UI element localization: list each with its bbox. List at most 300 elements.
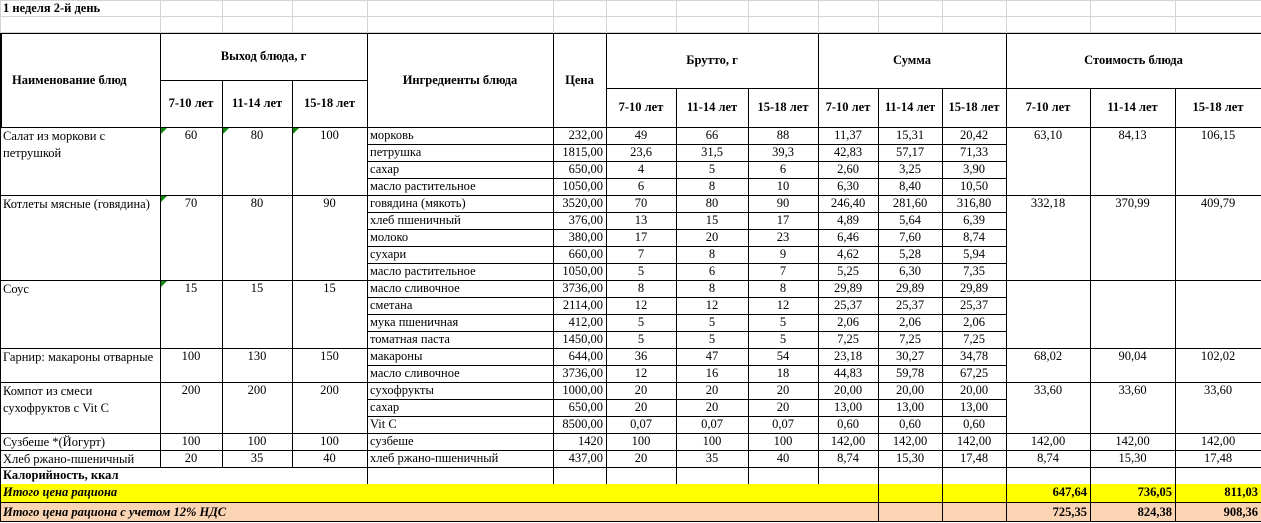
brutto-cell[interactable]: 15 — [705, 213, 719, 227]
sum-cell[interactable]: 6,39 — [963, 213, 985, 227]
brutto-cell[interactable]: 12 — [634, 366, 648, 380]
portion-cell[interactable]: 100 — [181, 434, 201, 448]
cost-cell[interactable]: 90,04 — [1118, 349, 1147, 363]
ingredient-price-cell[interactable]: 437,00 — [568, 451, 603, 465]
brutto-cell[interactable]: 90 — [776, 196, 790, 210]
sum-cell[interactable]: 71,33 — [959, 145, 989, 159]
sum-cell[interactable]: 13,00 — [833, 400, 863, 414]
cell-border — [553, 467, 554, 484]
cell-border — [292, 127, 293, 467]
brutto-cell[interactable]: 5 — [708, 162, 716, 176]
ingredient-price-cell[interactable]: 650,00 — [568, 162, 603, 176]
cost-cell[interactable]: 15,30 — [1118, 451, 1147, 465]
brutto-cell[interactable]: 88 — [776, 128, 790, 142]
portion-cell[interactable]: 150 — [320, 349, 339, 363]
sum-cell[interactable]: 142,00 — [956, 434, 992, 448]
sum-cell[interactable]: 7,35 — [963, 264, 985, 278]
brutto-cell[interactable]: 23 — [776, 230, 790, 244]
cell-border — [367, 127, 368, 467]
portion-cell[interactable]: 100 — [181, 349, 201, 363]
sum-cell[interactable]: 2,06 — [963, 315, 985, 329]
sum-cell[interactable]: 5,28 — [899, 247, 921, 261]
cell-border — [942, 88, 943, 127]
dish-name-cell[interactable]: Салат из моркови с петрушкой — [3, 129, 106, 160]
sum-cell[interactable]: 29,89 — [833, 281, 863, 295]
ingredient-price-cell[interactable]: 650,00 — [568, 400, 603, 414]
ingredient-price-cell[interactable]: 412,00 — [568, 315, 603, 329]
brutto-cell[interactable]: 23,6 — [630, 145, 652, 159]
cell-border — [878, 467, 879, 484]
cost-cell[interactable]: 370,99 — [1115, 196, 1150, 210]
sum-cell[interactable]: 2,06 — [899, 315, 921, 329]
cost-cell[interactable] — [1175, 280, 1261, 297]
sum-cell[interactable]: 17,48 — [959, 451, 989, 465]
sum-cell[interactable]: 4,89 — [837, 213, 859, 227]
total-ration-value[interactable]: 647,64 — [1052, 485, 1087, 499]
brutto-cell[interactable]: 39,3 — [772, 145, 794, 159]
portion-cell[interactable]: 15 — [250, 281, 264, 295]
cell-border — [1, 33, 2, 127]
comment-marker-icon — [161, 196, 167, 202]
dish-name-cell[interactable]: Сузбеше *(Йогурт) — [3, 435, 106, 449]
brutto-cell[interactable]: 5 — [637, 332, 645, 346]
portion-cell[interactable]: 15 — [184, 281, 198, 295]
sum-cell[interactable]: 10,50 — [959, 179, 989, 193]
brutto-cell[interactable]: 17 — [634, 230, 648, 244]
sum-cell[interactable]: 15,31 — [895, 128, 925, 142]
cell-border — [160, 33, 161, 127]
portion-cell[interactable]: 60 — [184, 128, 198, 142]
cell-border — [878, 88, 879, 127]
ingredient-price-cell[interactable]: 1420 — [578, 434, 603, 448]
header-price[interactable]: Цена — [565, 72, 594, 87]
sum-cell[interactable]: 15,30 — [895, 451, 925, 465]
cost-cell[interactable]: 102,02 — [1200, 349, 1236, 363]
cell-border — [367, 246, 1006, 247]
portion-cell[interactable]: 20 — [184, 451, 198, 465]
cost-cell[interactable]: 106,15 — [1200, 128, 1236, 142]
cell-border — [1175, 0, 1176, 33]
dish-name-cell[interactable]: Гарнир: макароны отварные — [3, 350, 154, 364]
sum-cell[interactable]: 7,60 — [899, 230, 921, 244]
cost-cell[interactable] — [1006, 280, 1090, 297]
brutto-cell[interactable]: 20 — [634, 400, 648, 414]
cell-border — [0, 502, 1261, 503]
brutto-cell[interactable]: 20 — [776, 400, 790, 414]
ingredient-price-cell[interactable]: 644,00 — [568, 349, 603, 363]
ingredient-price-cell[interactable]: 3736,00 — [562, 366, 603, 380]
cost-cell[interactable]: 409,79 — [1200, 196, 1236, 210]
brutto-cell[interactable]: 66 — [705, 128, 719, 142]
cell-border — [1175, 467, 1176, 484]
cost-cell[interactable]: 84,13 — [1118, 128, 1147, 142]
cell-border — [676, 127, 677, 467]
header-sum-age[interactable]: 11-14 лет — [884, 100, 936, 114]
cell-border — [748, 467, 749, 484]
sum-cell[interactable]: 281,60 — [892, 196, 928, 210]
brutto-cell[interactable]: 49 — [634, 128, 648, 142]
cell-border — [1175, 484, 1176, 522]
brutto-cell[interactable]: 4 — [637, 162, 645, 176]
sum-cell[interactable]: 7,25 — [963, 332, 985, 346]
cost-cell[interactable]: 8,74 — [1037, 451, 1059, 465]
header-portion-age[interactable]: 15-18 лет — [304, 96, 355, 110]
ingredient-price-cell[interactable]: 376,00 — [568, 213, 603, 227]
brutto-cell[interactable]: 8 — [708, 281, 716, 295]
ingredient-name-cell[interactable]: мука пшеничная — [370, 315, 459, 329]
ingredient-name-cell[interactable]: Vit C — [370, 417, 397, 431]
sum-cell[interactable]: 34,78 — [959, 349, 989, 363]
calories-label[interactable]: Калорийность, ккал — [3, 468, 119, 482]
cell-border — [878, 0, 879, 33]
sum-cell[interactable]: 8,40 — [899, 179, 921, 193]
sum-cell[interactable]: 6,30 — [899, 264, 921, 278]
sum-cell[interactable]: 25,37 — [833, 298, 863, 312]
cell-border — [160, 80, 367, 81]
ingredient-price-cell[interactable]: 660,00 — [568, 247, 603, 261]
brutto-cell[interactable]: 12 — [634, 298, 648, 312]
ingredient-name-cell[interactable]: сахар — [370, 162, 400, 176]
brutto-cell[interactable]: 20 — [776, 383, 790, 397]
cell-border — [367, 161, 1006, 162]
portion-cell[interactable]: 90 — [323, 196, 336, 210]
ingredient-price-cell[interactable]: 1450,00 — [562, 332, 603, 346]
brutto-cell[interactable]: 36 — [634, 349, 648, 363]
sum-cell[interactable]: 29,89 — [959, 281, 989, 295]
cell-border — [748, 127, 749, 467]
sum-cell[interactable]: 11,37 — [834, 128, 862, 142]
dish-name-cell[interactable]: Компот из смеси сухофруктов с Vit C — [3, 384, 109, 415]
ingredient-price-cell[interactable]: 1000,00 — [562, 383, 603, 397]
brutto-cell[interactable]: 5 — [779, 332, 787, 346]
brutto-cell[interactable]: 12 — [705, 298, 719, 312]
cell-border — [367, 229, 1006, 230]
portion-cell[interactable]: 130 — [247, 349, 267, 363]
cost-cell[interactable]: 63,10 — [1033, 128, 1063, 142]
sum-cell[interactable]: 5,94 — [963, 247, 985, 261]
cell-border — [676, 0, 677, 33]
header-brutto-age[interactable]: 7-10 лет — [618, 100, 664, 114]
header-cost-age[interactable]: 15-18 лет — [1192, 100, 1244, 114]
sum-cell[interactable]: 8,74 — [963, 230, 985, 244]
header-cost[interactable]: Стоимость блюда — [1084, 53, 1183, 67]
cell-border — [606, 467, 607, 484]
brutto-cell[interactable]: 100 — [773, 434, 793, 448]
ingredient-name-cell[interactable]: хлеб ржано-пшеничный — [370, 451, 499, 465]
sum-cell[interactable]: 7,25 — [899, 332, 921, 346]
total-vat-value[interactable]: 725,35 — [1052, 505, 1087, 519]
header-dish-name[interactable]: Наименование блюд — [12, 72, 127, 87]
brutto-cell[interactable]: 100 — [702, 434, 722, 448]
ingredient-price-cell[interactable]: 3520,00 — [562, 196, 603, 210]
sum-cell[interactable]: 246,40 — [830, 196, 866, 210]
header-portion-age[interactable]: 7-10 лет — [168, 96, 214, 110]
cell-border — [676, 88, 677, 127]
portion-cell[interactable]: 70 — [184, 196, 198, 210]
sum-cell[interactable]: 7,25 — [837, 332, 859, 346]
brutto-cell[interactable]: 31,5 — [701, 145, 723, 159]
ingredient-name-cell[interactable]: масло сливочное — [370, 366, 460, 380]
sum-cell[interactable]: 13,00 — [895, 400, 925, 414]
ingredient-name-cell[interactable]: масло сливочное — [370, 281, 460, 295]
header-cost-age[interactable]: 7-10 лет — [1025, 100, 1071, 114]
ingredient-price-cell[interactable]: 1050,00 — [562, 179, 603, 193]
ingredient-name-cell[interactable]: морковь — [370, 128, 414, 142]
brutto-cell[interactable]: 7 — [637, 247, 645, 261]
ingredient-price-cell[interactable]: 8500,00 — [562, 417, 603, 431]
portion-cell[interactable]: 200 — [320, 383, 339, 397]
brutto-cell[interactable]: 54 — [776, 349, 790, 363]
sum-cell[interactable]: 142,00 — [830, 434, 866, 448]
total-vat-value[interactable]: 824,38 — [1137, 505, 1172, 519]
brutto-cell[interactable]: 35 — [705, 451, 719, 465]
sum-cell[interactable]: 8,74 — [837, 451, 859, 465]
portion-cell[interactable]: 100 — [247, 434, 267, 448]
brutto-cell[interactable]: 18 — [776, 366, 790, 380]
sum-cell[interactable]: 30,27 — [895, 349, 925, 363]
sum-cell[interactable]: 6,46 — [837, 230, 859, 244]
comment-marker-icon — [161, 128, 167, 134]
brutto-cell[interactable]: 5 — [708, 332, 716, 346]
cell-border — [1090, 127, 1091, 467]
header-ingredients[interactable]: Ингредиенты блюда — [402, 72, 518, 87]
ingredient-name-cell[interactable]: масло растительное — [370, 264, 476, 278]
sum-cell[interactable]: 3,25 — [899, 162, 921, 176]
sum-cell[interactable]: 25,37 — [895, 298, 925, 312]
ingredient-name-cell[interactable]: сухари — [370, 247, 407, 261]
sum-cell[interactable]: 6,30 — [837, 179, 859, 193]
total-ration-value[interactable]: 736,05 — [1137, 485, 1172, 499]
cell-border — [676, 467, 677, 484]
cell-border — [606, 33, 607, 127]
header-portion[interactable]: Выход блюда, г — [220, 49, 307, 63]
brutto-cell[interactable]: 5 — [708, 315, 716, 329]
cost-cell[interactable]: 17,48 — [1203, 451, 1233, 465]
cost-cell[interactable]: 142,00 — [1115, 434, 1150, 448]
brutto-cell[interactable]: 9 — [779, 247, 787, 261]
brutto-cell[interactable]: 8 — [708, 179, 716, 193]
ingredient-name-cell[interactable]: макароны — [370, 349, 423, 363]
brutto-cell[interactable]: 16 — [705, 366, 719, 380]
total-ration-label[interactable]: Итого цена рациона — [3, 485, 118, 499]
ingredient-price-cell[interactable]: 380,00 — [568, 230, 603, 244]
ingredient-price-cell[interactable]: 1815,00 — [562, 145, 603, 159]
portion-cell[interactable]: 40 — [323, 451, 336, 465]
header-brutto[interactable]: Брутто, г — [686, 53, 738, 67]
cell-border — [748, 88, 749, 127]
brutto-cell[interactable]: 20 — [634, 383, 648, 397]
sum-cell[interactable]: 44,83 — [833, 366, 863, 380]
portion-cell[interactable]: 200 — [181, 383, 201, 397]
ingredient-name-cell[interactable]: хлеб пшеничный — [370, 213, 461, 227]
cell-border — [1090, 88, 1091, 127]
dish-name-cell[interactable]: Соус — [3, 282, 29, 296]
cell-border — [1006, 484, 1007, 522]
sum-cell[interactable]: 2,60 — [837, 162, 859, 176]
cost-cell[interactable]: 33,60 — [1033, 383, 1063, 397]
sum-cell[interactable]: 25,37 — [959, 298, 989, 312]
brutto-cell[interactable]: 40 — [776, 451, 790, 465]
brutto-cell[interactable]: 10 — [776, 179, 790, 193]
cell-border — [222, 80, 223, 127]
cell-border — [367, 399, 1006, 400]
cell-border — [942, 467, 943, 484]
sum-cell[interactable]: 5,64 — [899, 213, 921, 227]
ingredient-name-cell[interactable]: сахар — [370, 400, 400, 414]
cell-border — [1090, 467, 1091, 484]
cell-border — [818, 0, 819, 33]
cell-border — [878, 484, 879, 522]
ingredient-name-cell[interactable]: молоко — [370, 230, 409, 244]
brutto-cell[interactable]: 20 — [705, 230, 719, 244]
brutto-cell[interactable]: 6 — [637, 179, 645, 193]
cell-border — [942, 0, 943, 33]
brutto-cell[interactable]: 8 — [637, 281, 645, 295]
cell-border — [367, 365, 1006, 366]
brutto-cell[interactable]: 6 — [779, 162, 787, 176]
total-ration-value[interactable]: 811,03 — [1224, 485, 1258, 499]
header-portion-age[interactable]: 11-14 лет — [231, 96, 283, 110]
cell-border — [878, 127, 879, 467]
ingredient-name-cell[interactable]: петрушка — [370, 145, 422, 159]
cell-border — [0, 467, 1, 484]
cell-border — [0, 521, 1261, 522]
cell-border — [606, 127, 607, 467]
cell-border — [0, 16, 1261, 17]
sum-cell[interactable]: 0,60 — [899, 417, 921, 431]
cell-border — [942, 484, 943, 522]
portion-cell[interactable]: 80 — [250, 196, 264, 210]
sum-cell[interactable]: 23,18 — [833, 349, 863, 363]
cell-border — [1090, 484, 1091, 522]
brutto-cell[interactable]: 7 — [779, 264, 787, 278]
cost-cell[interactable]: 33,60 — [1203, 383, 1233, 397]
brutto-cell[interactable]: 17 — [776, 213, 790, 227]
sum-cell[interactable]: 0,60 — [963, 417, 985, 431]
brutto-cell[interactable]: 8 — [779, 281, 787, 295]
header-brutto-age[interactable]: 11-14 лет — [686, 100, 738, 114]
cell-border — [367, 416, 1006, 417]
portion-cell[interactable]: 100 — [320, 434, 339, 448]
cell-border — [1006, 33, 1007, 127]
dish-name-cell[interactable]: Котлеты мясные (говядина) — [3, 197, 150, 211]
cell-border — [367, 178, 1006, 179]
cell-border — [606, 88, 1261, 89]
ingredient-price-cell[interactable]: 3736,00 — [562, 281, 603, 295]
sum-cell[interactable]: 29,89 — [895, 281, 925, 295]
header-brutto-age[interactable]: 15-18 лет — [757, 100, 809, 114]
cost-cell[interactable]: 68,02 — [1033, 349, 1063, 363]
cell-border — [818, 127, 819, 467]
comment-marker-icon — [223, 128, 229, 134]
sum-cell[interactable]: 2,06 — [837, 315, 859, 329]
brutto-cell[interactable]: 47 — [705, 349, 719, 363]
cell-border — [1006, 467, 1007, 484]
ingredient-price-cell[interactable]: 2114,00 — [562, 298, 603, 312]
cell-border — [367, 297, 1006, 298]
sum-cell[interactable]: 20,42 — [959, 128, 989, 142]
brutto-cell[interactable]: 13 — [634, 213, 648, 227]
cost-cell[interactable]: 142,00 — [1030, 434, 1066, 448]
sum-cell[interactable]: 0,60 — [837, 417, 859, 431]
ingredient-name-cell[interactable]: говядина (мякоть) — [370, 196, 466, 210]
sum-cell[interactable]: 316,80 — [956, 196, 992, 210]
sheet-title[interactable]: 1 неделя 2-й день — [3, 1, 101, 15]
brutto-cell[interactable]: 6 — [708, 264, 716, 278]
sum-cell[interactable]: 20,00 — [833, 383, 863, 397]
sum-cell[interactable]: 13,00 — [959, 400, 989, 414]
sum-cell[interactable]: 57,17 — [895, 145, 925, 159]
brutto-cell[interactable]: 20 — [634, 451, 648, 465]
cell-border — [1175, 88, 1176, 127]
brutto-cell[interactable]: 8 — [708, 247, 716, 261]
total-vat-value[interactable]: 908,36 — [1223, 505, 1258, 519]
portion-cell[interactable]: 35 — [250, 451, 264, 465]
brutto-cell[interactable]: 0,07 — [772, 417, 794, 431]
sum-cell[interactable]: 59,78 — [895, 366, 925, 380]
sum-cell[interactable]: 142,00 — [892, 434, 928, 448]
brutto-cell[interactable]: 20 — [705, 383, 719, 397]
ingredient-name-cell[interactable]: масло растительное — [370, 179, 476, 193]
ingredient-name-cell[interactable]: сметана — [370, 298, 413, 312]
sum-cell[interactable]: 4,62 — [837, 247, 859, 261]
cell-border — [367, 33, 368, 127]
ingredient-name-cell[interactable]: томатная паста — [370, 332, 450, 346]
portion-cell[interactable]: 80 — [250, 128, 264, 142]
portion-cell[interactable]: 100 — [320, 128, 339, 142]
portion-cell[interactable]: 200 — [247, 383, 267, 397]
sum-cell[interactable]: 5,25 — [837, 264, 859, 278]
brutto-cell[interactable]: 5 — [779, 315, 787, 329]
sum-cell[interactable]: 67,25 — [959, 366, 989, 380]
sum-cell[interactable]: 20,00 — [959, 383, 989, 397]
ingredient-price-cell[interactable]: 232,00 — [568, 128, 603, 142]
header-sum-age[interactable]: 7-10 лет — [825, 100, 871, 114]
cell-border — [606, 0, 607, 33]
brutto-cell[interactable]: 100 — [631, 434, 651, 448]
header-sum[interactable]: Сумма — [893, 53, 931, 67]
brutto-cell[interactable]: 5 — [637, 315, 645, 329]
cost-cell[interactable]: 332,18 — [1030, 196, 1066, 210]
dish-name-cell[interactable]: Хлеб ржано-пшеничный — [3, 452, 135, 466]
brutto-cell[interactable]: 70 — [634, 196, 648, 210]
brutto-cell[interactable]: 0,07 — [701, 417, 723, 431]
total-vat-label[interactable]: Итого цена рациона с учетом 12% НДС — [3, 505, 227, 519]
sum-cell[interactable]: 3,90 — [963, 162, 985, 176]
cell-border — [0, 33, 1261, 34]
cell-border — [1006, 0, 1007, 33]
ingredient-name-cell[interactable]: сухофрукты — [370, 383, 434, 397]
cost-cell[interactable]: 33,60 — [1118, 383, 1147, 397]
sum-cell[interactable]: 20,00 — [895, 383, 925, 397]
brutto-cell[interactable]: 20 — [705, 400, 719, 414]
ingredient-price-cell[interactable]: 1050,00 — [562, 264, 603, 278]
ingredient-name-cell[interactable]: сузбеше — [370, 434, 414, 448]
header-sum-age[interactable]: 15-18 лет — [948, 100, 1000, 114]
portion-cell[interactable]: 15 — [323, 281, 336, 295]
brutto-cell[interactable]: 12 — [776, 298, 790, 312]
brutto-cell[interactable]: 5 — [637, 264, 645, 278]
cell-border — [367, 467, 368, 484]
cell-border — [222, 127, 223, 467]
header-cost-age[interactable]: 11-14 лет — [1107, 100, 1158, 114]
cost-cell[interactable] — [1090, 280, 1175, 297]
sum-cell[interactable]: 42,83 — [833, 145, 863, 159]
brutto-cell[interactable]: 80 — [705, 196, 719, 210]
cell-border — [367, 314, 1006, 315]
brutto-cell[interactable]: 0,07 — [630, 417, 652, 431]
cost-cell[interactable]: 142,00 — [1200, 434, 1236, 448]
